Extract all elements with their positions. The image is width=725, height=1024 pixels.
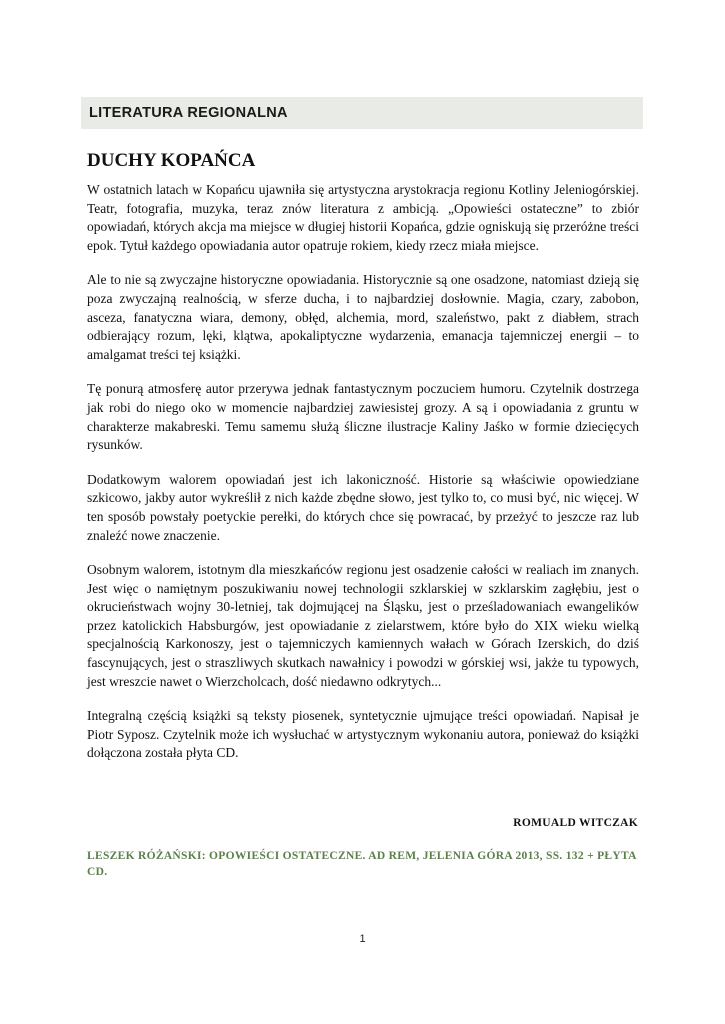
paragraph: Tę ponurą atmosferę autor przerywa jednak fantastycznym poczuciem humoru. Czytelnik dostrzega jak robi do niego oko w momencie najbardziej zawiesistej grozy. A są i opowiadania z gruntu w charakterze makabreski. Temu samemu służą śliczne ilustracje Kaliny Jaśko w formie dziecięcych rysunków.: [87, 381, 639, 453]
paragraph: W ostatnich latach w Kopańcu ujawniła się artystyczna arystokracja regionu Kotliny Jeleniogórskiej. Teatr, fotografia, muzyka, teraz znów literatura z ambicją. „Opowieści ostateczne” to zbiór opowiadań, których akcja ma miejsce w długiej historii Kopańca, gdzie ogniskują się przeróżne treści epok. Tytuł każdego opowiadania autor opatruje rokiem, kiedy rzecz miała miejsce.: [87, 182, 639, 253]
section-title: LITERATURA REGIONALNA: [89, 105, 288, 121]
paragraph: Ale to nie są zwyczajne historyczne opowiadania. Historycznie są one osadzone, natomiast dzieją się poza zwyczajną realnością, w sferze ducha, i to najbardziej dosłownie. Magia, czary, zabobon, asceza, fanatyczna wiara, demony, obłęd, alchemia, mord, szaleństwo, pakt z diabłem, strach odbierający rozum, lęki, klątwa, apokaliptyczne wydarzenia, emanacja tajemniczej energii – to amalgamat treści tej książki.: [87, 272, 639, 362]
book-info: LESZEK RÓŻAŃSKI: OPOWIEŚCI OSTATECZNE. AD REM, JELENIA GÓRA 2013, SS. 132 + PŁYTA CD.: [87, 850, 637, 878]
section-header: [81, 97, 643, 129]
paragraph: Osobnym walorem, istotnym dla mieszkańców regionu jest osadzenie całości w realiach im znanych. Jest więc o namiętnym poszukiwaniu nowej technologii szklarskiej w szklarskim zagłębiu, jest o okrucieństwach wojny 30-letniej, tak dojmującej na Śląsku, jest o prześladowaniach ewangelików przez katolickich Habsburgów, jest opowiadanie z zielarstwem, które było do XIX wieku wielką specjalnością Karkonoszy, jest o tajemniczych kamiennych wałach w Górach Izerskich, do dziś fascynujących, jest o straszliwych skutkach nawałnicy i powodzi w górskiej wsi, jakże tu typowych, jest wreszcie nawet o Wierzcholcach, dość niedawno odkrytych...: [87, 562, 639, 689]
author-name: ROMUALD WITCZAK: [513, 817, 638, 829]
article-body: [87, 181, 639, 779]
page-number: 1: [359, 933, 366, 945]
paragraph: Dodatkowym walorem opowiadań jest ich lakoniczność. Historie są właściwie opowiedziane szkicowo, jakby autor wykreślił z nich każde zbędne słowo, jest tylko to, co musi być, nic więcej. W ten sposób powstały poetyckie perełki, do których chce się powracać, by przeżyć to jeszcze raz lub znaleźć nowe znaczenie.: [87, 471, 639, 543]
paragraph: Integralną częścią książki są teksty piosenek, syntetycznie ujmujące treści opowiadań. Napisał je Piotr Syposz. Czytelnik może ich wysłuchać w artystycznym wykonaniu autora, ponieważ do książki dołączona została płyta CD.: [87, 708, 639, 761]
article-title: DUCHY KOPAŃCA: [87, 150, 256, 171]
